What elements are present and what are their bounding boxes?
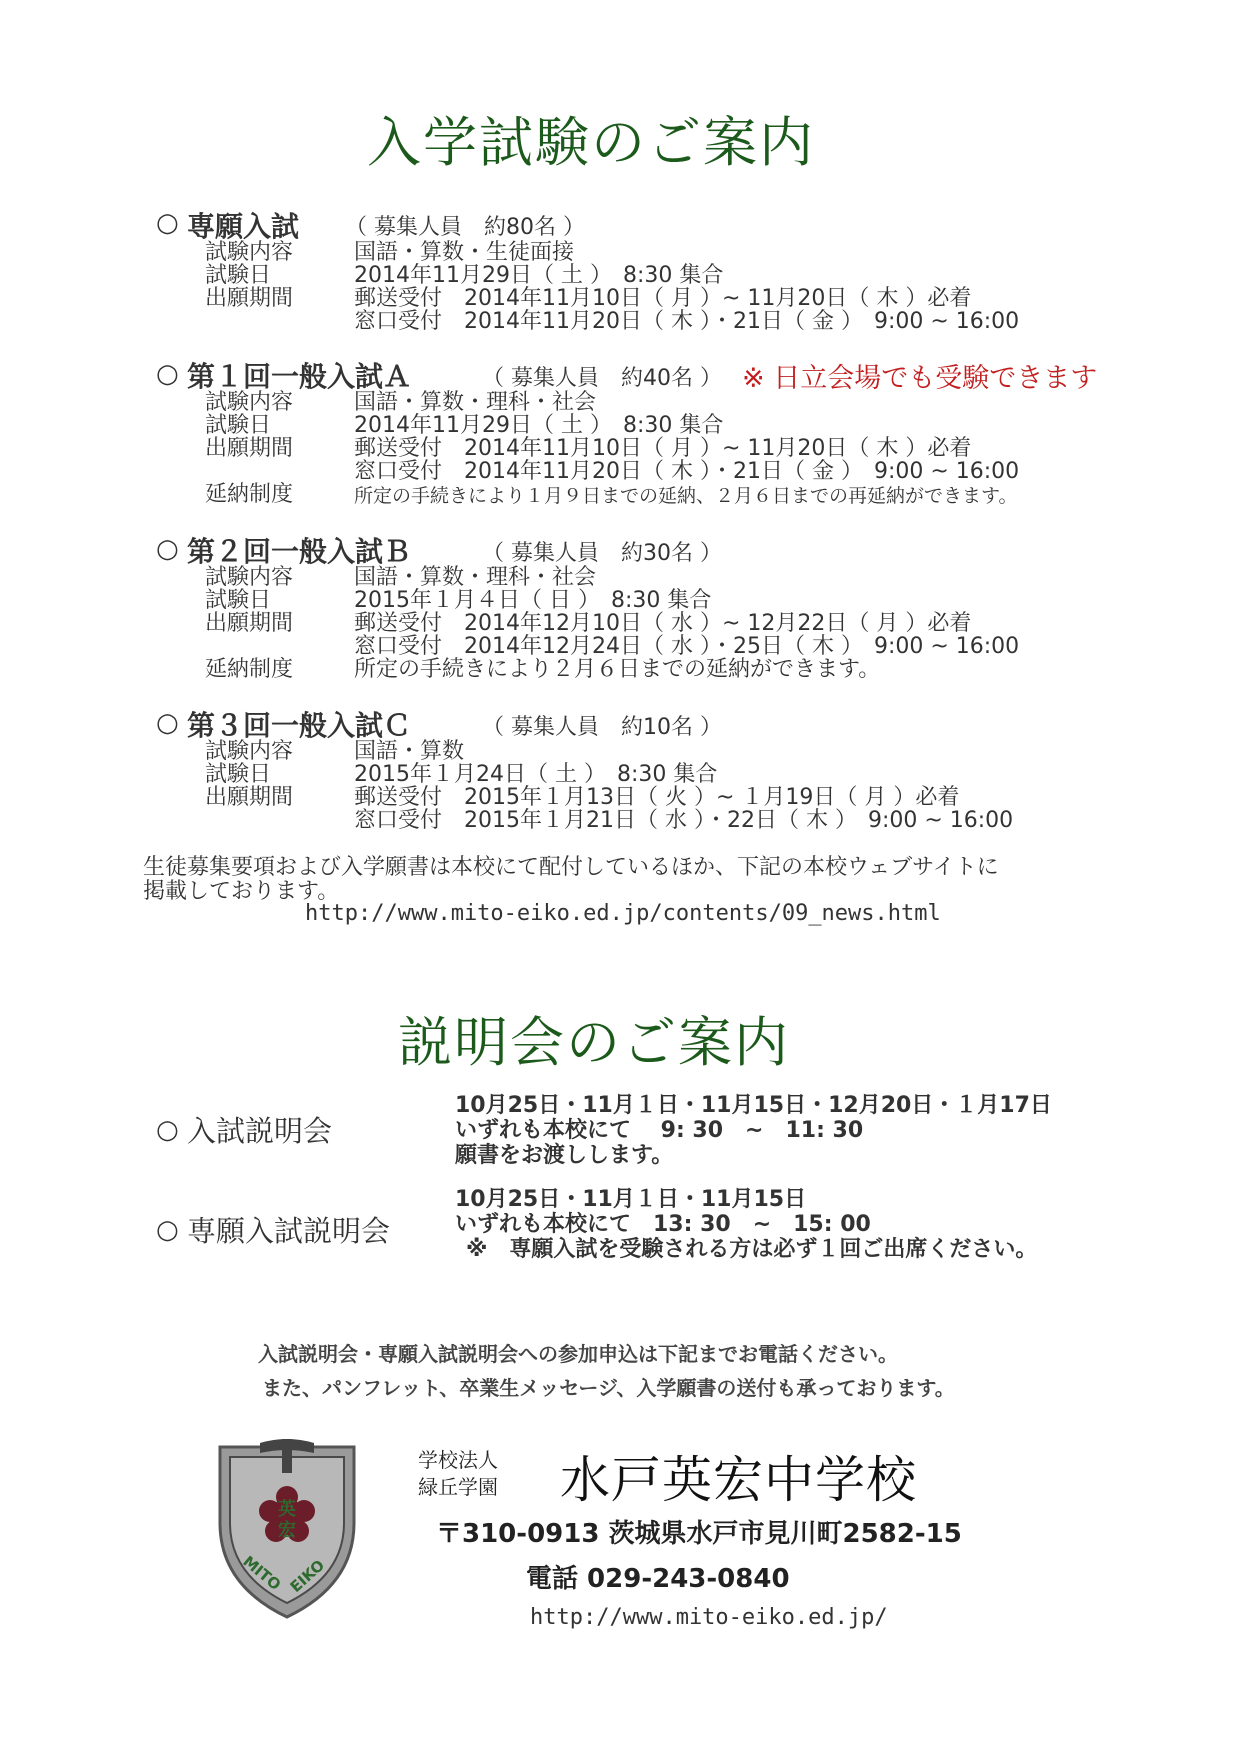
section-heading: 第３回一般入試Ｃ bbox=[187, 709, 412, 742]
school-corp-line2: 緑丘学園 bbox=[418, 1475, 498, 1499]
emblem-kanji-bottom: 宏 bbox=[278, 1520, 296, 1541]
briefing-dates: 10月25日・11月１日・11月15日 bbox=[455, 1187, 807, 1212]
shield-icon bbox=[212, 1435, 362, 1620]
date-label: 試験日 bbox=[205, 413, 272, 438]
period-label: 出願期間 bbox=[205, 286, 294, 311]
section-quota: （ 募集人員 約30名 ） bbox=[482, 541, 722, 566]
date-value: 2015年１月24日（ 土 ） 8:30 集合 bbox=[354, 762, 718, 787]
briefing-note: ※ 専願入試を受験される方は必ず１回ご出席ください。 bbox=[466, 1237, 1038, 1262]
briefing-time: いずれも本校にて 9: 30 ~ 11: 30 bbox=[455, 1118, 864, 1143]
school-emblem bbox=[212, 1435, 362, 1620]
school-phone: 電話 029-243-0840 bbox=[526, 1564, 790, 1594]
briefing-heading: 入試説明会 bbox=[187, 1114, 333, 1148]
exam-title: 入学試験のご案内 bbox=[367, 111, 815, 174]
deferral-label: 延納制度 bbox=[205, 657, 294, 682]
section-quota: （ 募集人員 約80名 ） bbox=[345, 215, 585, 240]
date-value: 2015年１月４日（ 日 ） 8:30 集合 bbox=[354, 588, 712, 613]
section-heading: 第１回一般入試Ａ bbox=[187, 360, 412, 393]
content-label: 試験内容 bbox=[205, 240, 294, 265]
bullet-icon: ○ bbox=[156, 708, 179, 738]
briefing-dates: 10月25日・11月１日・11月15日・12月20日・１月17日 bbox=[455, 1093, 1052, 1118]
content-label: 試験内容 bbox=[205, 739, 294, 764]
content-label: 試験内容 bbox=[205, 390, 294, 415]
section-quota: （ 募集人員 約40名 ） bbox=[482, 366, 722, 391]
content-value: 国語・算数・理科・社会 bbox=[354, 565, 597, 590]
section-heading: 第２回一般入試Ｂ bbox=[187, 535, 412, 568]
guide-text: 生徒募集要項および入学願書は本校にて配付しているほか、下記の本校ウェブサイトに bbox=[143, 855, 999, 880]
date-label: 試験日 bbox=[205, 263, 272, 288]
date-value: 2014年11月29日（ 土 ） 8:30 集合 bbox=[354, 413, 724, 438]
content-value: 国語・算数 bbox=[354, 739, 465, 764]
deferral-value: 所定の手続きにより１月９日までの延納、２月６日までの再延納ができます。 bbox=[354, 485, 1018, 507]
bullet-icon: ○ bbox=[156, 1115, 179, 1145]
period-window: 窓口受付 2014年11月20日（ 木 ）・21日（ 金 ） 9:00 ~ 16:00 bbox=[354, 309, 1020, 334]
deferral-label: 延納制度 bbox=[205, 482, 294, 507]
period-mail: 郵送受付 2014年11月10日（ 月 ）~ 11月20日（ 木 ）必着 bbox=[354, 436, 972, 461]
period-mail: 郵送受付 2014年11月10日（ 月 ）~ 11月20日（ 木 ）必着 bbox=[354, 286, 972, 311]
hitachi-venue-note: ※ 日立会場でも受験できます bbox=[742, 363, 1098, 394]
period-label: 出願期間 bbox=[205, 436, 294, 461]
contact-note: 入試説明会・専願入試説明会への参加申込は下記までお電話ください。 bbox=[258, 1342, 898, 1366]
section-heading: 専願入試 bbox=[187, 210, 300, 243]
contact-note-cont: また、パンフレット、卒業生メッセージ、入学願書の送付も承っております。 bbox=[262, 1376, 955, 1400]
content-value: 国語・算数・理科・社会 bbox=[354, 390, 597, 415]
emblem-text-left: MITO bbox=[239, 1552, 285, 1595]
period-label: 出願期間 bbox=[205, 611, 294, 636]
content-label: 試験内容 bbox=[205, 565, 294, 590]
period-mail: 郵送受付 2014年12月10日（ 水 ）~ 12月22日（ 月 ）必着 bbox=[354, 611, 972, 636]
content-value: 国語・算数・生徒面接 bbox=[354, 240, 575, 265]
bullet-icon: ○ bbox=[156, 208, 179, 238]
period-window: 窓口受付 2014年12月24日（ 水 ）・25日（ 木 ） 9:00 ~ 16:00 bbox=[354, 634, 1020, 659]
guide-text-cont: 掲載しております。 bbox=[143, 879, 340, 904]
guide-url-link[interactable]: http://www.mito-eiko.ed.jp/contents/09_news.html bbox=[305, 901, 941, 926]
briefing-time: いずれも本校にて 13: 30 ~ 15: 00 bbox=[455, 1212, 871, 1237]
briefing-heading: 専願入試説明会 bbox=[187, 1214, 391, 1248]
bullet-icon: ○ bbox=[156, 534, 179, 564]
briefing-title: 説明会のご案内 bbox=[398, 1011, 790, 1074]
school-name: 水戸英宏中学校 bbox=[560, 1451, 917, 1509]
school-corp-line1: 学校法人 bbox=[418, 1448, 498, 1472]
school-address: 〒310-0913 茨城県水戸市見川町2582-15 bbox=[436, 1519, 962, 1549]
period-window: 窓口受付 2014年11月20日（ 木 ）・21日（ 金 ） 9:00 ~ 16:00 bbox=[354, 459, 1020, 484]
bullet-icon: ○ bbox=[156, 1215, 179, 1245]
section-quota: （ 募集人員 約10名 ） bbox=[482, 715, 722, 740]
deferral-value: 所定の手続きにより２月６日までの延納ができます。 bbox=[354, 657, 881, 682]
period-window: 窓口受付 2015年１月21日（ 水 ）・22日（ 木 ） 9:00 ~ 16:00 bbox=[354, 808, 1014, 833]
date-label: 試験日 bbox=[205, 588, 272, 613]
date-label: 試験日 bbox=[205, 762, 272, 787]
emblem-kanji-top: 英 bbox=[278, 1499, 296, 1520]
briefing-note: 願書をお渡しします。 bbox=[455, 1143, 674, 1168]
bullet-icon: ○ bbox=[156, 359, 179, 389]
school-url-link[interactable]: http://www.mito-eiko.ed.jp/ bbox=[530, 1605, 888, 1630]
period-mail: 郵送受付 2015年１月13日（ 火 ）~ １月19日（ 月 ）必着 bbox=[354, 785, 960, 810]
date-value: 2014年11月29日（ 土 ） 8:30 集合 bbox=[354, 263, 724, 288]
emblem-text-right: EIKO bbox=[286, 1556, 329, 1596]
period-label: 出願期間 bbox=[205, 785, 294, 810]
